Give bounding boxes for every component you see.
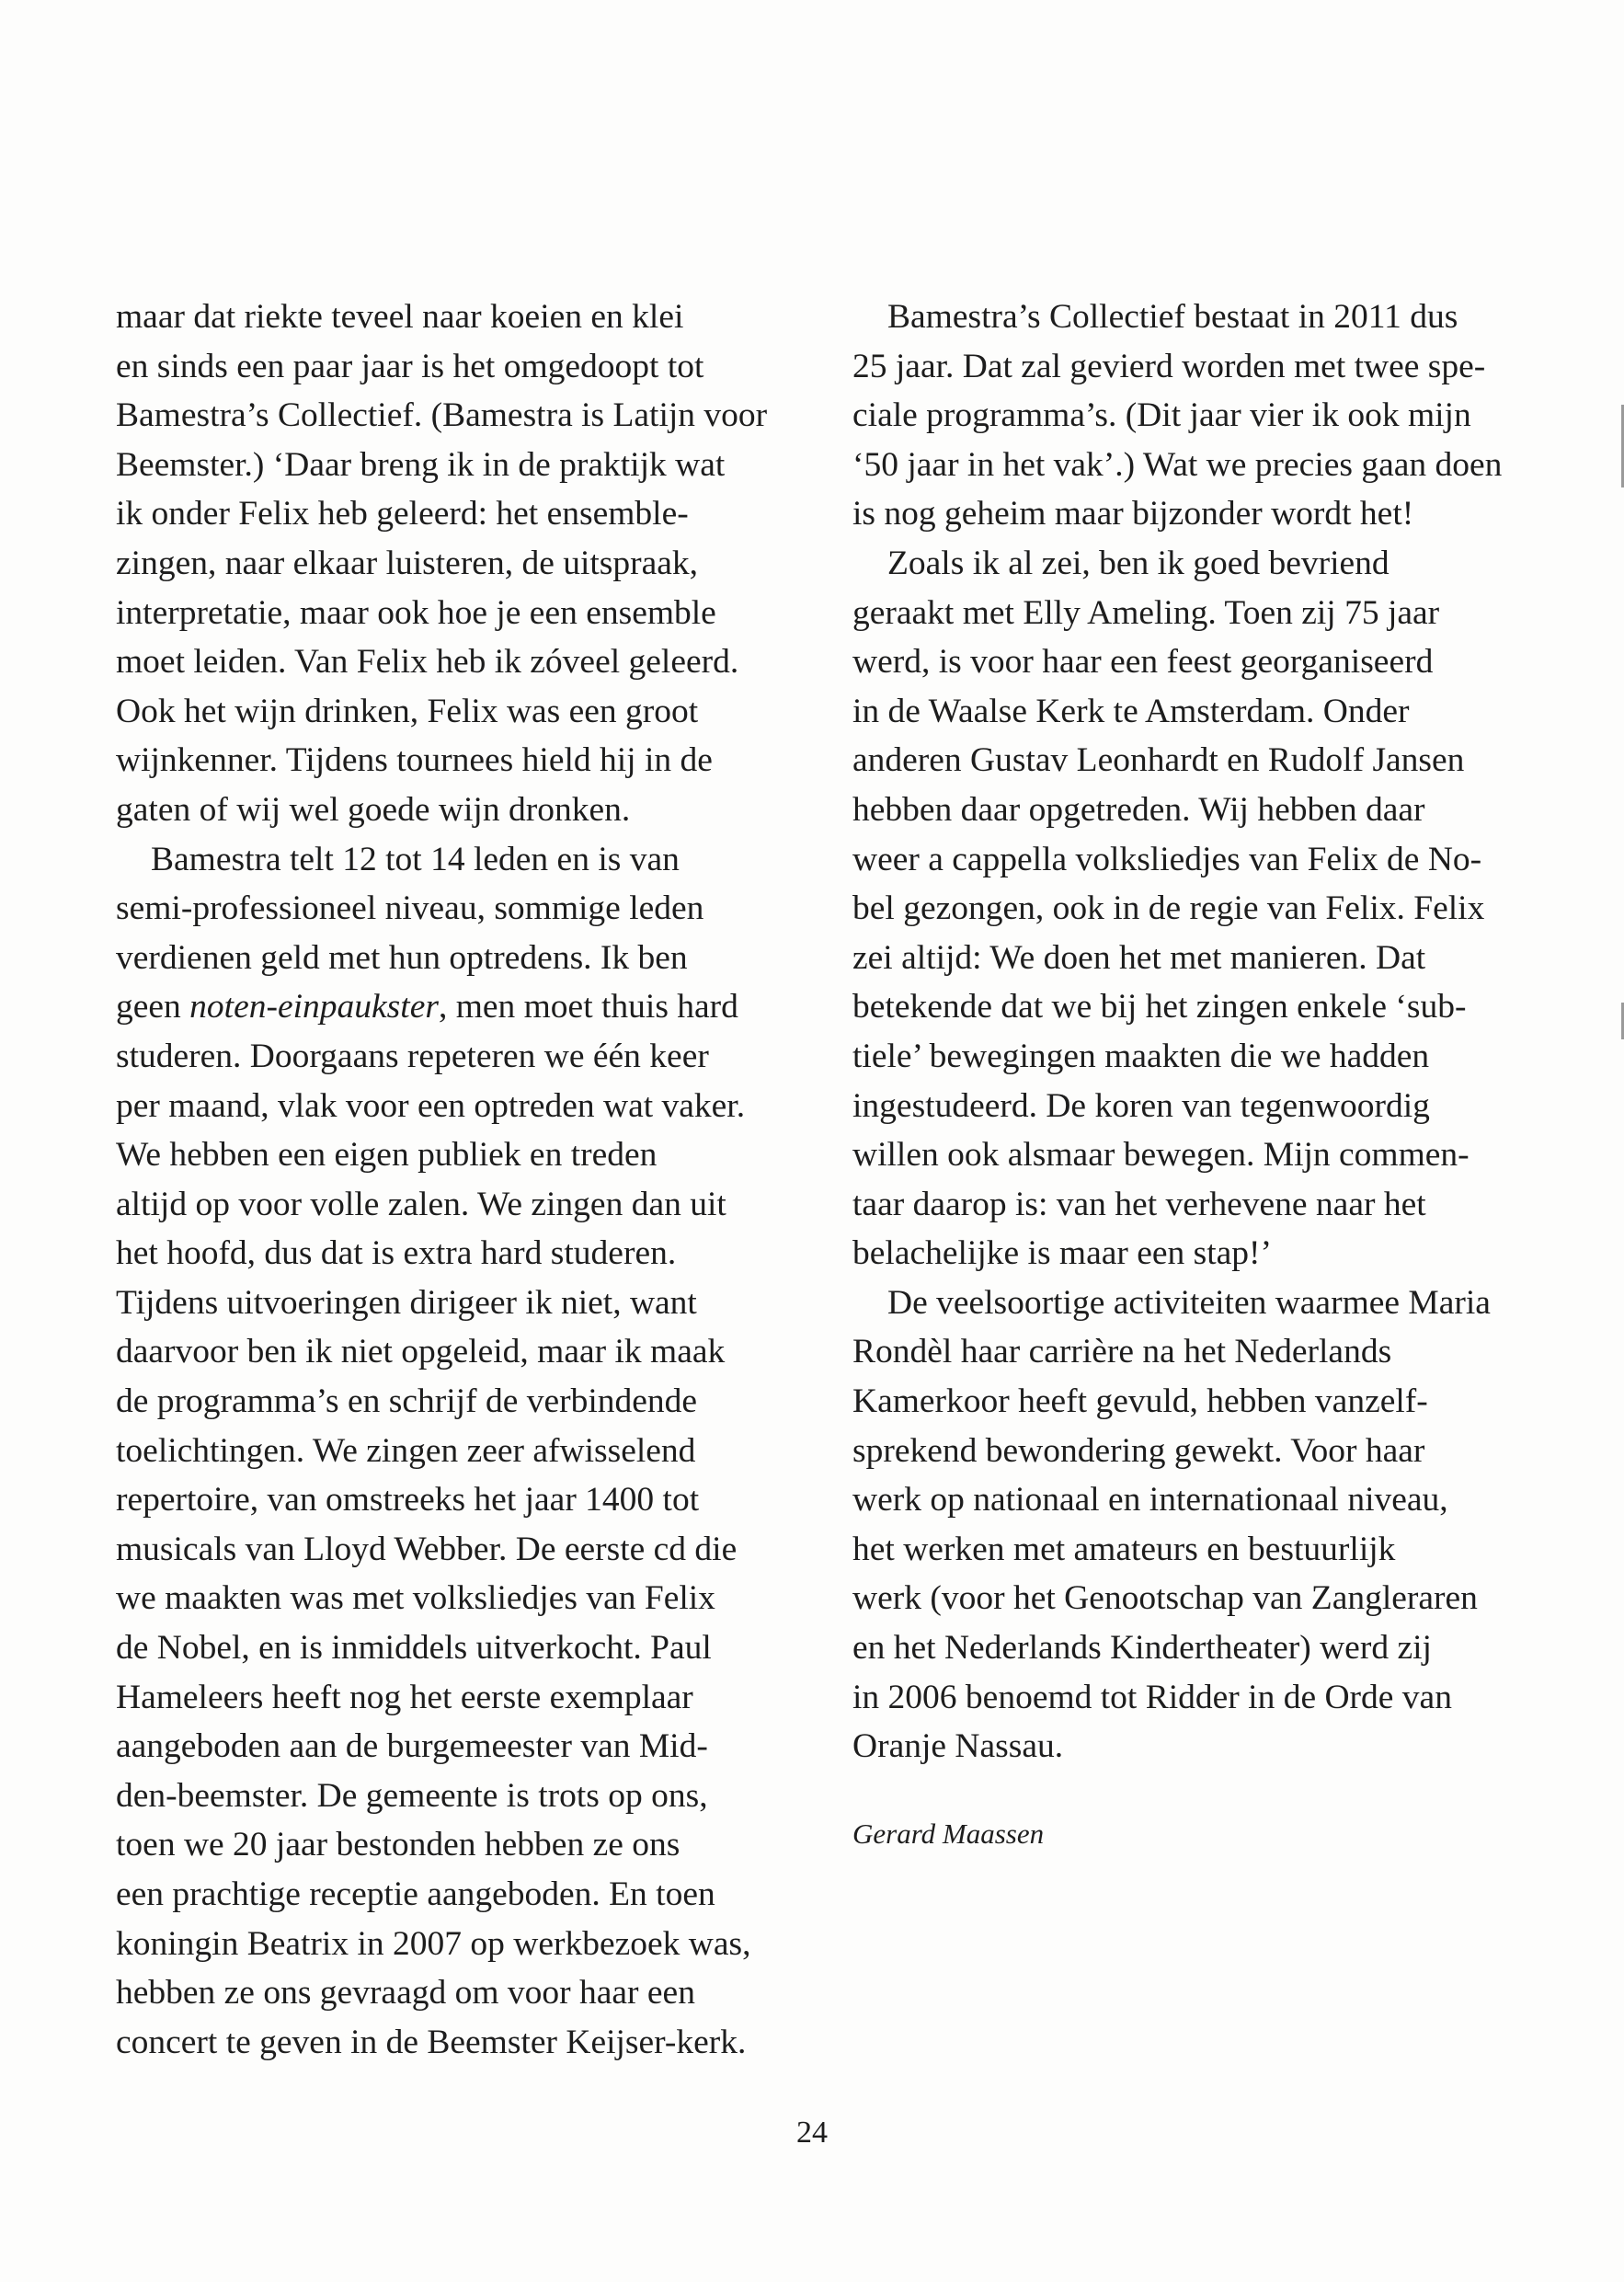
text-line: Bamestra telt 12 tot 14 leden en is van [151, 840, 680, 878]
text-line: den-beemster. De gemeente is trots op ons, [116, 1776, 708, 1815]
text-line: de Nobel, en is inmiddels uitverkocht. Paul [116, 1629, 712, 1668]
text-line: taar daarop is: van het verhevene naar het [852, 1185, 1426, 1223]
text-line: Oranje Nassau. [852, 1727, 1064, 1766]
text-line: studeren. Doorgaans repeteren we één keer [116, 1037, 709, 1075]
text-line: concert te geven in de Beemster Keijser-kerk. [116, 2023, 747, 2061]
text-line: we maakten was met volksliedjes van Felix [116, 1579, 715, 1618]
text-line: ciale programma’s. (Dit jaar vier ik ook mijn [852, 396, 1471, 435]
text-line: Bamestra’s Collectief bestaat in 2011 dus [887, 298, 1458, 336]
italic-term: noten-einpaukster [189, 988, 439, 1026]
text-line: Hameleers heeft nog het eerste exemplaar [116, 1678, 693, 1716]
text-line: werk (voor het Genootschap van Zangleraren [852, 1579, 1478, 1618]
text-line: gaten of wij wel goede wijn dronken. [116, 790, 631, 829]
text-line: zei altijd: We doen het met manieren. Dat [852, 938, 1426, 977]
text-line: is nog geheim maar bijzonder wordt het! [852, 495, 1414, 533]
text-line: interpretatie, maar ook hoe je een ensemble [116, 593, 716, 632]
text-line: betekende dat we bij het zingen enkele ‘sub- [852, 988, 1467, 1026]
text-line: geraakt met Elly Ameling. Toen zij 75 jaar [852, 593, 1440, 632]
text-line: hebben ze ons gevraagd om voor haar een [116, 1974, 695, 2013]
text-line: toelichtingen. We zingen zeer afwisselend [116, 1431, 696, 1470]
text-line: de programma’s en schrijf de verbindende [116, 1382, 698, 1421]
text-line: het hoofd, dus dat is extra hard studeren. [116, 1234, 677, 1273]
text-line: wijnkenner. Tijdens tournees hield hij in de [116, 741, 713, 780]
text-line: Beemster.) ‘Daar breng ik in de praktijk wat [116, 445, 726, 484]
text-line: tiele’ bewegingen maakten die we hadden [852, 1037, 1430, 1075]
text-line: We hebben een eigen publiek en treden [116, 1136, 658, 1175]
left-column [116, 292, 807, 2067]
text-line: werk op nationaal en internationaal niveau, [852, 1481, 1448, 1519]
text-line: een prachtige receptie aangeboden. En toen [116, 1875, 715, 1913]
text-line: maar dat riekte teveel naar koeien en klei [116, 298, 684, 336]
text-line: moet leiden. Van Felix heb ik zóveel geleerd. [116, 643, 739, 682]
text-line: verdienen geld met hun optredens. Ik ben [116, 938, 688, 977]
text-line: in 2006 benoemd tot Ridder in de Orde van [852, 1678, 1452, 1716]
text-line: Ook het wijn drinken, Felix was een groot [116, 692, 699, 730]
text-line: zingen, naar elkaar luisteren, de uitspraak, [116, 544, 699, 582]
text-line: Kamerkoor heeft gevuld, hebben vanzelf- [852, 1382, 1428, 1421]
right-column [852, 292, 1538, 1772]
text-line: De veelsoortige activiteiten waarmee Maria [887, 1283, 1491, 1322]
text-line: 25 jaar. Dat zal gevierd worden met twee spe- [852, 347, 1486, 385]
text-line: sprekend bewondering gewekt. Voor haar [852, 1431, 1425, 1470]
text-line: Rondèl haar carrière na het Nederlands [852, 1333, 1392, 1371]
text-span: geen [116, 988, 190, 1026]
text-line: in de Waalse Kerk te Amsterdam. Onder [852, 692, 1410, 730]
text-line: repertoire, van omstreeks het jaar 1400 tot [116, 1481, 700, 1519]
text-line: Bamestra’s Collectief. (Bamestra is Latijn voor [116, 396, 768, 435]
text-line: daarvoor ben ik niet opgeleid, maar ik maak [116, 1333, 726, 1371]
text-line: werd, is voor haar een feest georganiseerd [852, 643, 1434, 682]
text-line: ik onder Felix heb geleerd: het ensemble- [116, 495, 689, 533]
text-line: anderen Gustav Leonhardt en Rudolf Jansen [852, 741, 1465, 780]
text-line: toen we 20 jaar bestonden hebben ze ons [116, 1826, 680, 1864]
text-line: hebben daar opgetreden. Wij hebben daar [852, 790, 1425, 829]
text-line: ‘50 jaar in het vak’.) Wat we precies gaan doen [852, 445, 1503, 484]
text-span: , men moet thuis hard [438, 988, 738, 1026]
text-line: en sinds een paar jaar is het omgedoopt tot [116, 347, 704, 385]
text-line: semi-professioneel niveau, sommige leden [116, 889, 704, 928]
text-line [116, 982, 807, 1032]
text-line: per maand, vlak voor een optreden wat vaker. [116, 1086, 746, 1125]
author-signature: Gerard Maassen [852, 1818, 1045, 1850]
text-line: aangeboden aan de burgemeester van Mid- [116, 1727, 708, 1766]
text-line: willen ook alsmaar bewegen. Mijn commen- [852, 1136, 1470, 1175]
text-line: Tijdens uitvoeringen dirigeer ik niet, want [116, 1283, 697, 1322]
text-line: ingestudeerd. De koren van tegenwoordig [852, 1086, 1430, 1125]
text-line: musicals van Lloyd Webber. De eerste cd die [116, 1530, 738, 1568]
text-line: en het Nederlands Kindertheater) werd zij [852, 1629, 1432, 1668]
text-line: Zoals ik al zei, ben ik goed bevriend [887, 544, 1390, 582]
text-line: belachelijke is maar een stap!’ [852, 1234, 1273, 1273]
page-number: 24 [796, 2116, 828, 2150]
text-line: bel gezongen, ook in de regie van Felix. Felix [852, 889, 1485, 928]
text-line: altijd op voor volle zalen. We zingen dan uit [116, 1185, 726, 1223]
text-line: het werken met amateurs en bestuurlijk [852, 1530, 1396, 1568]
text-line: weer a cappella volksliedjes van Felix de No- [852, 840, 1482, 878]
text-line: koningin Beatrix in 2007 op werkbezoek was, [116, 1924, 751, 1963]
